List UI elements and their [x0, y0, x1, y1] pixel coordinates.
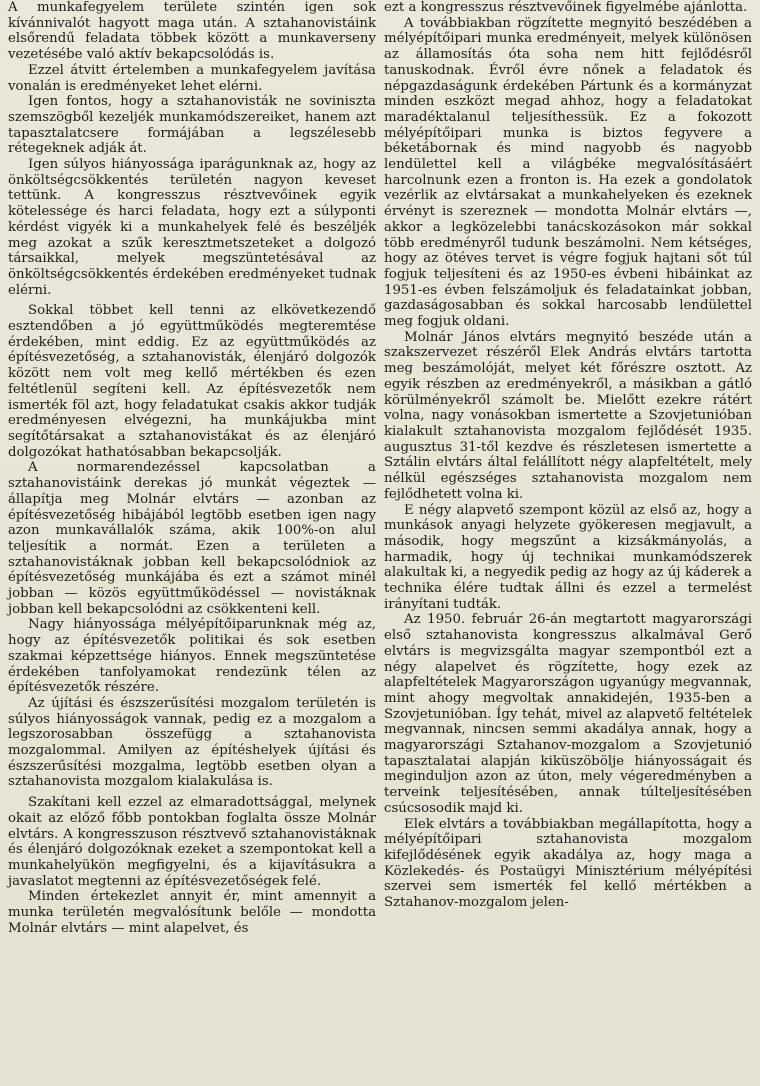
paragraph: Igen súlyos hiányossága iparágunknak az, hogy az önköltségcsökkentés területén nagyon keveset tettünk. A kongresszus résztvevőinek egyik kötelessége és harci feladata, hogy ezt a súlyponti kérdést vigyék ki a munkahelyek felé és beszéljék meg azokat a szűk keresztmetszeteket a dolgozó társaikkal, melyek megszüntetésával az önköltségcsökkentés érdekében eredményeket tudnak elérni.: [8, 157, 376, 298]
paragraph: Szakítani kell ezzel az elmaradottsággal, melynek okait az előző főbb pontokban foglalta össze Molnár elvtárs. A kongresszuson résztvevő sztahanovistáknak és élenjáró dolgozóknak ezeket a szempontokat kell a munkahelyükön megfigyelni, és a kijavításukra a javaslatot megtenni az építésvezetőségek felé.: [8, 795, 376, 889]
paragraph: A normarendezéssel kapcsolatban a sztahanovistáink derekas jó munkát végeztek — állapítja meg Molnár elvtárs — azonban az építésvezetőség hibájából legtöbb esetben igen nagy azon munkavállalók száma, akik 100%-on alul teljesítik a normát. Ezen a területen a sztahanovistáknak jobban kell bekapcsolódniok az építésvezetőség munkájába és ezt a számot minél jobban — közös együttműködéssel — novistáknak jobban kell bekapcsolódni az csökkenteni kell.: [8, 460, 376, 617]
paragraph: Minden értekezlet annyit ér, mint amennyit a munka területén megvalósítunk belőle — mondotta Molnár elvtárs — mint alapelvet, és: [8, 889, 376, 936]
paragraph: Az újítási és észszerűsítési mozgalom területén is súlyos hiányosságok vannak, pedig ez a mozgalom a legszorosabban összefügg a sztahanovista mozgalommal. Amilyen az építéshelyek újítási és észszerűsítési mozgalma, legtöbb esetben olyan a sztahanovista mozgalom kialakulása is.: [8, 695, 376, 790]
paragraph: Molnár János elvtárs megnyitó beszéde után a szakszervezet részéről Elek András elvtárs tartotta meg beszámolóját, melyet két főrészre osztott. Az egyik részben az eredményekről, a másikban a gátló körülményekről számolt be. Mielőtt ezekre rátért volna, nagy vonásokban ismertette a Szovjetunióban kialakult sztahanovista mozgalom fejlődését 1935. augusztus 31-től kezdve és részletesen ismertette a Sztálin elvtárs által felállított négy alapfeltételt, mely nélkül egészséges sztahanovista mozgalom nem fejlődhetett volna ki.: [384, 329, 752, 502]
paragraph: Igen fontos, hogy a sztahanovisták ne sovinisztа szemszögből kezeljék munkamódszereiket, hanem azt tapasztalatcsere formájában a legszélesebb rétegeknek adják át.: [8, 94, 376, 157]
paragraph: Nagy hiányossága mélyépítőiparunknak még az, hogy az építésvezetők politikai és sok esetben szakmai képzettsége hiányos. Ennek megszüntetése érdekében tanfolyamokat rendezünk télen az építésvezetők részére.: [8, 617, 376, 696]
paragraph: Ezzel átvitt értelemben a munkafegyelem javítása vonalán is eredményeket lehet elérni.: [8, 62, 376, 94]
paragraph: Az 1950. február 26-án megtartott magyarországi első sztahanovista kongresszus alkalmával Gerő elvtárs is megvizsgálta magyar szempontból ezt a négy alapelvet és rögzítette, hogy ezek az alapfeltételek Magyarországon ugyanúgy megvannak, mint ahogy megvoltak annakidején, 1935-ben a Szovjetunióban. Így tehát, mivel az alapvető feltételek megvannak, nincsen semmi akadálya annak, hogy a magyarországi Sztahanov-mozgalom a Szovjetunió tapasztalatai alapján kiküszöbölje hiányosságait és meginduljon azon az úton, mely végeredményben a terveink teljesítésében, annak túlteljesítésében csúcsosodik majd ki.: [384, 612, 752, 816]
paragraph: E négy alapvető szempont közül az első az, hogy a munkások anyagi helyzete gyökeresen megjavult, a második, hogy megszűnt a kizsákmányolás, a harmadik, hogy új technikai munkamódszerek alakultak ki, a negyedik pedig az hogy az új káderek a technika élére tudtak állni és ezzel a termelést irányítani tudták.: [384, 502, 752, 612]
paragraph: ezt a kongresszus résztvevőinek figyelmébe ajánlotta.: [384, 0, 748, 15]
paragraph: Elek elvtárs a továbbiakban megállapította, hogy a mélyépítőipari sztahanovista mozgalom kifejlődésének egyik akadálya az, hogy maga a Közlekedés- és Postaügyi Minisztérium mélyépítési szervei sem ismerték fel kellő mértékben a Sztahanov-mozgalom jelen-: [384, 816, 752, 911]
paragraph: A munkafegyelem területe szintén igen sok kívánnivalót hagyott maga után. A sztahanovistáink elsőrendű feladata többek között a munkaverseny vezetésébe való aktív bekapcsolódás is.: [8, 0, 376, 63]
paragraph: Sokkal többet kell tenni az elkövetkezendő esztendőben a jó együttműködés megteremtése érdekében, mint eddig. Ez az együttműködés az építésvezetőség, a sztahanovisták, élenjáró dolgozók között nem volt meg kellő mértékben és ezen feltétlenül segíteni kell. Az építésvezetők nem ismerték föl azt, hogy feladatukat csakis akkor tudják eredményesen elvégezni, ha munkájukba mint segítőtársakat a sztahanovistákat és az élenjáró dolgozókat hathatósabban bekapcsolják.: [8, 303, 376, 460]
left-column: [8, 0, 376, 936]
right-column: [384, 0, 752, 911]
paragraph: A továbbiakban rögzítette megnyitó beszédében a mélyépítőipari munka eredményeit, melyek különösen az államosítás óta soha nem hitt fejlődésről tanuskodnak. Évről évre nőnek a feladatok és népgazdaságunk érdekében Pártunk és a kormányzat minden eszközt megad ahhoz, hogy a feladatokat maradéktalanul teljesíthessük. Ez a fokozott mélyépítőipari munka is biztos fegyvere a béketábornak és mind nagyobb és nagyobb lendülettel kell a világbéke megvalósításáért harcolnunk ezen a fronton is. Ha ezek a gondolatok vezérlik az elvtársakat a munkahelyeken és ezeknek érvényt is szereznek — mondotta Molnár elvtárs —, akkor a legközelebbi tanácskozásokon már sokkal több eredményről tudunk beszámolni. Nem kétséges, hogy az ötéves tervet is végre fogjuk hajtani sőt túl fogjuk teljesíteni és az 1950-es évbeni hibáinkat az 1951-es évben felszámoljuk és feladatainkat jobban, gazdaságosabban és sokkal harcosabb lendülettel meg fogjuk oldani.: [384, 15, 752, 330]
